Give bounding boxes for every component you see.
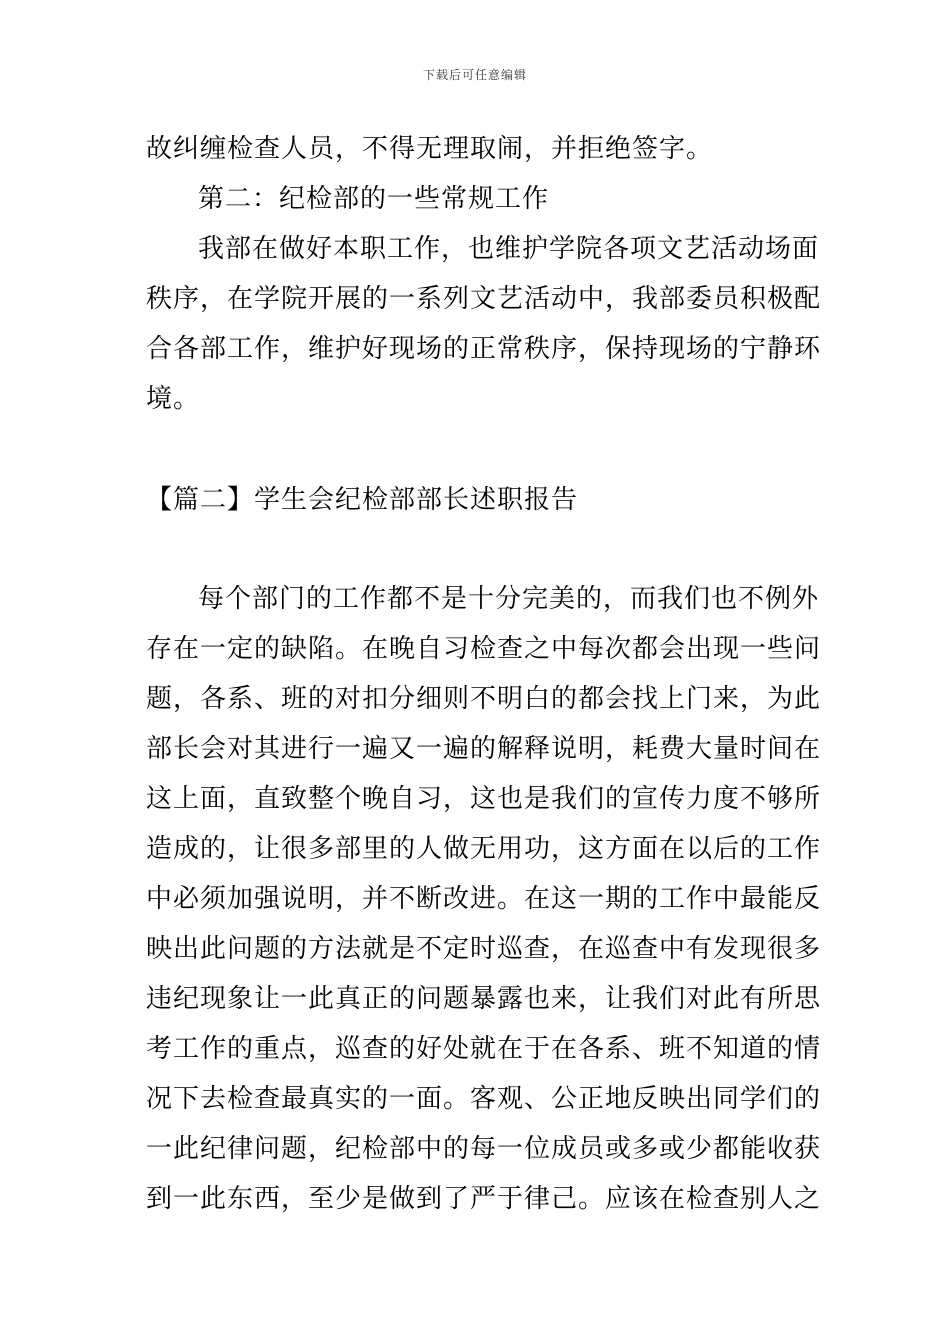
subheading-line: 第二：纪检部的一些常规工作 xyxy=(198,184,550,214)
paragraph-line: 映出此问题的方法就是不定时巡查，在巡查中有发现很多 xyxy=(146,934,822,964)
top-text-block xyxy=(146,124,822,424)
paragraph-line: 故纠缠检查人员，不得无理取闹，并拒绝签字。 xyxy=(146,134,714,164)
paragraph-line: 我部在做好本职工作，也维护学院各项文艺活动场面 xyxy=(198,234,820,264)
paragraph-line: 一此纪律问题，纪检部中的每一位成员或多或少都能收获 xyxy=(146,1134,822,1164)
paragraph-line: 造成的，让很多部里的人做无用功，这方面在以后的工作 xyxy=(146,834,822,864)
paragraph-line: 存在一定的缺陷。在晚自习检查之中每次都会出现一些问 xyxy=(146,634,822,664)
page-header-note: 下载后可任意编辑 xyxy=(422,68,527,82)
paragraph-line: 每个部门的工作都不是十分完美的，而我们也不例外 xyxy=(198,584,820,614)
paragraph-line: 中必须加强说明，并不断改进。在这一期的工作中最能反 xyxy=(146,884,822,914)
paragraph-line: 境。 xyxy=(146,384,201,414)
main-text-block xyxy=(146,574,822,1224)
paragraph-line: 部长会对其进行一遍又一遍的解释说明，耗费大量时间在 xyxy=(146,734,822,764)
paragraph-line: 秩序，在学院开展的一系列文艺活动中，我部委员积极配 xyxy=(146,284,822,314)
paragraph-line: 违纪现象让一此真正的问题暴露也来，让我们对此有所思 xyxy=(146,984,822,1014)
paragraph-line: 合各部工作，维护好现场的正常秩序，保持现场的宁静环 xyxy=(146,334,822,364)
paragraph-line: 况下去检查最真实的一面。客观、公正地反映出同学们的 xyxy=(146,1084,822,1114)
section-heading: 【篇二】学生会纪检部部长述职报告 xyxy=(146,485,579,515)
paragraph-line: 到一此东西，至少是做到了严于律己。应该在检查别人之 xyxy=(146,1184,822,1214)
paragraph-line: 题，各系、班的对扣分细则不明白的都会找上门来，为此 xyxy=(146,684,822,714)
paragraph-line: 这上面，直致整个晚自习，这也是我们的宣传力度不够所 xyxy=(146,784,822,814)
paragraph-line: 考工作的重点，巡查的好处就在于在各系、班不知道的情 xyxy=(146,1034,822,1064)
